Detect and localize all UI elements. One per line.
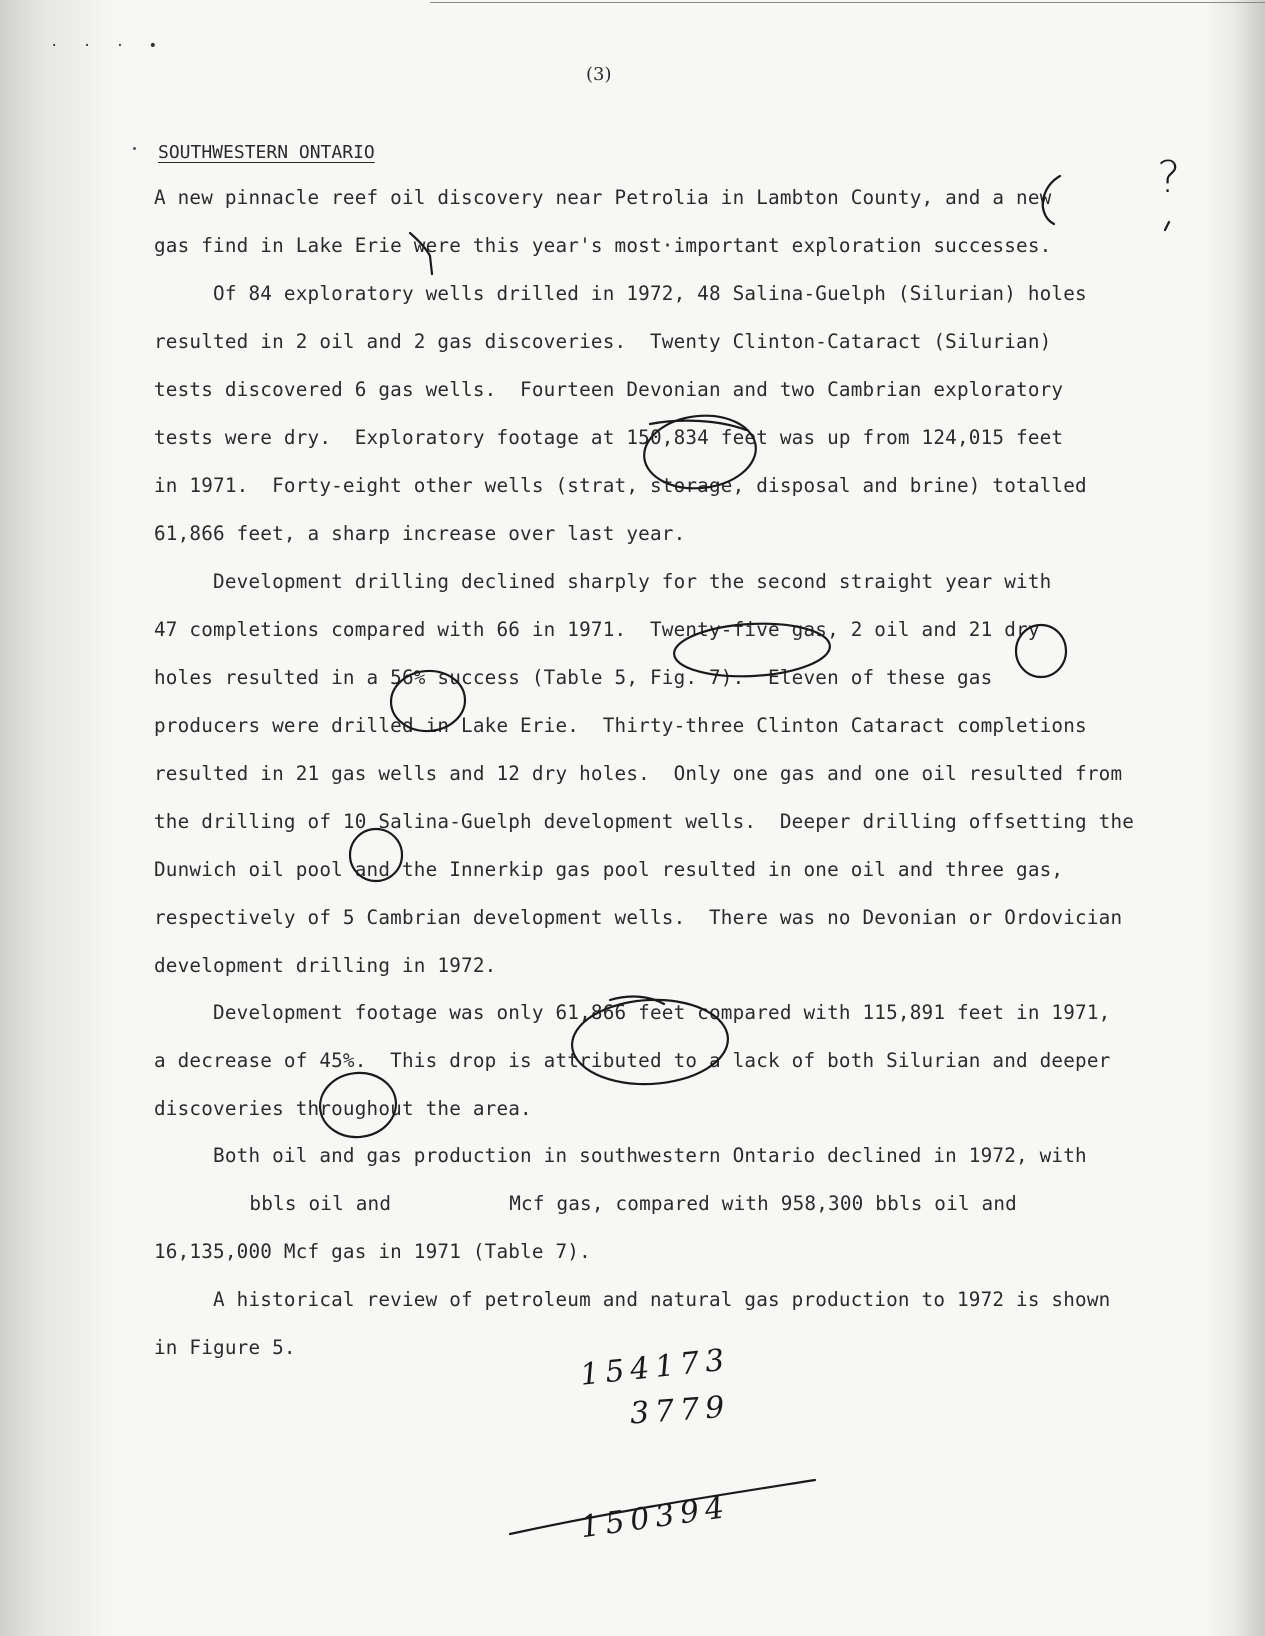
text-line: Of 84 exploratory wells drilled in 1972, 48 Salina-Guelph (Silurian) holes [154, 282, 1087, 305]
text-line: bbls oil and Mcf gas, compared with 958,300 bbls oil and [214, 1192, 1017, 1215]
text-line: Both oil and gas production in southwestern Ontario declined in 1972, with [154, 1144, 1087, 1167]
text-line: producers were drilled in Lake Erie. Thirty-three Clinton Cataract completions [154, 714, 1087, 737]
heading-bullet [133, 147, 136, 150]
text-line: Development footage was only 61,866 feet compared with 115,891 feet in 1971, [154, 1001, 1111, 1024]
text-line: 16,135,000 Mcf gas in 1971 (Table 7). [154, 1240, 591, 1263]
scan-shadow-right [1205, 0, 1265, 1636]
text-line: the drilling of 10 Salina-Guelph development wells. Deeper drilling offsetting the [154, 810, 1135, 833]
text-line: resulted in 2 oil and 2 gas discoveries. Twenty Clinton-Cataract (Silurian) [154, 330, 1052, 353]
text-line: Dunwich oil pool and the Innerkip gas pool resulted in one oil and three gas, [154, 858, 1064, 881]
text-line: gas find in Lake Erie were this year's most·important exploration successes. [154, 234, 1052, 257]
page-number: (3) [586, 64, 612, 85]
handwritten-number: 154173 [578, 1342, 732, 1393]
text-line: resulted in 21 gas wells and 12 dry holes. Only one gas and one oil resulted from [154, 762, 1123, 785]
top-edge-rule [430, 2, 1265, 3]
handwritten-question-mark: ? [1157, 152, 1181, 203]
text-line: respectively of 5 Cambrian development wells. There was no Devonian or Ordovician [154, 906, 1123, 929]
text-line: A new pinnacle reef oil discovery near Petrolia in Lambton County, and a new [154, 186, 1052, 209]
text-line: 61,866 feet, a sharp increase over last year. [154, 522, 686, 545]
pen-stroke [1165, 222, 1169, 230]
text-line: discoveries throughout the area. [154, 1097, 532, 1120]
handwritten-number: 3779 [628, 1389, 732, 1432]
text-line: tests were dry. Exploratory footage at 150,834 feet was up from 124,015 feet [154, 426, 1064, 449]
section-heading: SOUTHWESTERN ONTARIO [158, 142, 375, 163]
text-line: 47 completions compared with 66 in 1971. Twenty-five gas, 2 oil and 21 dry [154, 618, 1040, 641]
text-line: A historical review of petroleum and natural gas production to 1972 is shown [154, 1288, 1111, 1311]
scan-specks: · · · • [50, 38, 166, 54]
text-line: development drilling in 1972. [154, 954, 497, 977]
text-line: holes resulted in a 56% success (Table 5, Fig. 7). Eleven of these gas [154, 666, 993, 689]
text-line: Development drilling declined sharply for the second straight year with [154, 570, 1052, 593]
text-line: tests discovered 6 gas wells. Fourteen Devonian and two Cambrian exploratory [154, 378, 1064, 401]
handwritten-number: 150394 [578, 1489, 733, 1546]
scan-shadow-left [0, 0, 120, 1636]
text-line: in Figure 5. [154, 1336, 296, 1359]
text-line: in 1971. Forty-eight other wells (strat, storage, disposal and brine) totalled [154, 474, 1087, 497]
text-line: a decrease of 45%. This drop is attributed to a lack of both Silurian and deeper [154, 1049, 1111, 1072]
